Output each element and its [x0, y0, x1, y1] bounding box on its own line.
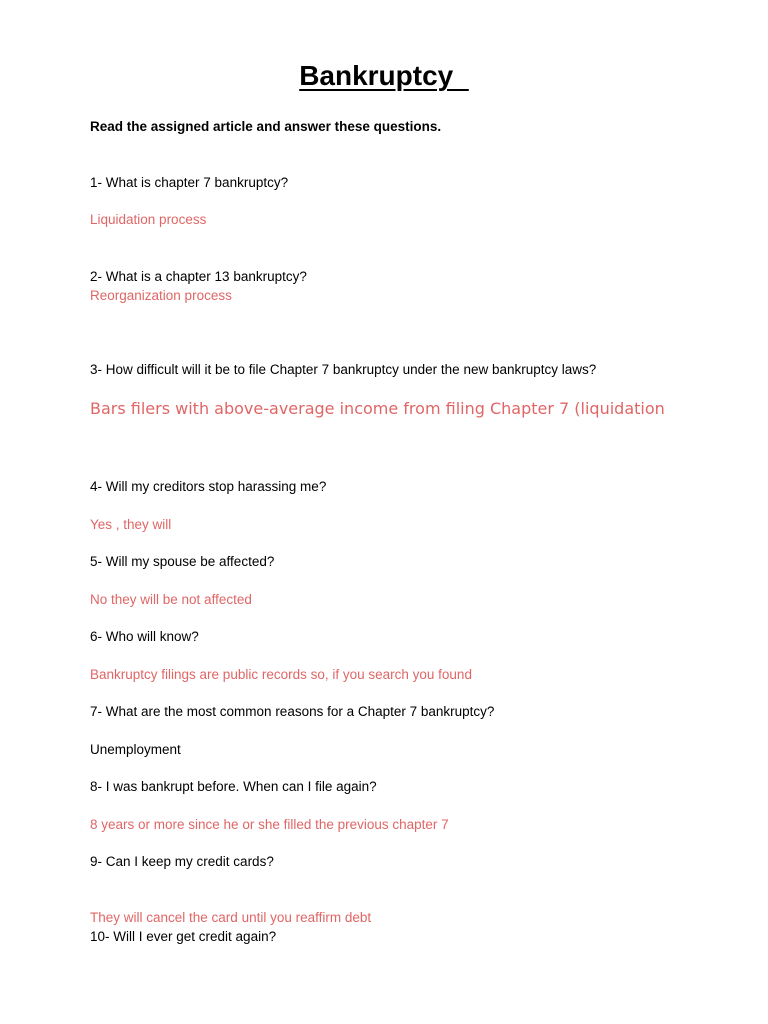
question-10: 10- Will I ever get credit again? [90, 929, 277, 944]
answer-9: They will cancel the card until you reaffirm debt [90, 910, 372, 925]
question-5: 5- Will my spouse be affected? [90, 554, 275, 569]
answer-5: No they will be not affected [90, 592, 252, 607]
answer-7: Unemployment [90, 742, 181, 757]
answer-4: Yes , they will [90, 517, 172, 532]
answer-6: Bankruptcy filings are public records so, if you search you found [90, 667, 472, 682]
instructions: Read the assigned article and answer these questions. [90, 119, 442, 134]
question-8: 8- I was bankrupt before. When can I file again? [90, 779, 377, 794]
question-3: 3- How difficult will it be to file Chapter 7 bankruptcy under the new bankruptcy laws? [90, 362, 597, 377]
question-1: 1- What is chapter 7 bankruptcy? [90, 175, 289, 190]
answer-8: 8 years or more since he or she filled the previous chapter 7 [90, 817, 449, 832]
answer-2: Reorganization process [90, 288, 232, 303]
question-9: 9- Can I keep my credit cards? [90, 854, 274, 869]
question-2: 2- What is a chapter 13 bankruptcy? [90, 269, 307, 284]
document-title: Bankruptcy [299, 60, 469, 91]
question-4: 4- Will my creditors stop harassing me? [90, 479, 327, 494]
question-6: 6- Who will know? [90, 629, 199, 644]
question-7: 7- What are the most common reasons for a Chapter 7 bankruptcy? [90, 704, 495, 719]
answer-1: Liquidation process [90, 212, 207, 227]
answer-3: Bars filers with above-average income from filing Chapter 7 (liquidation [90, 399, 665, 418]
